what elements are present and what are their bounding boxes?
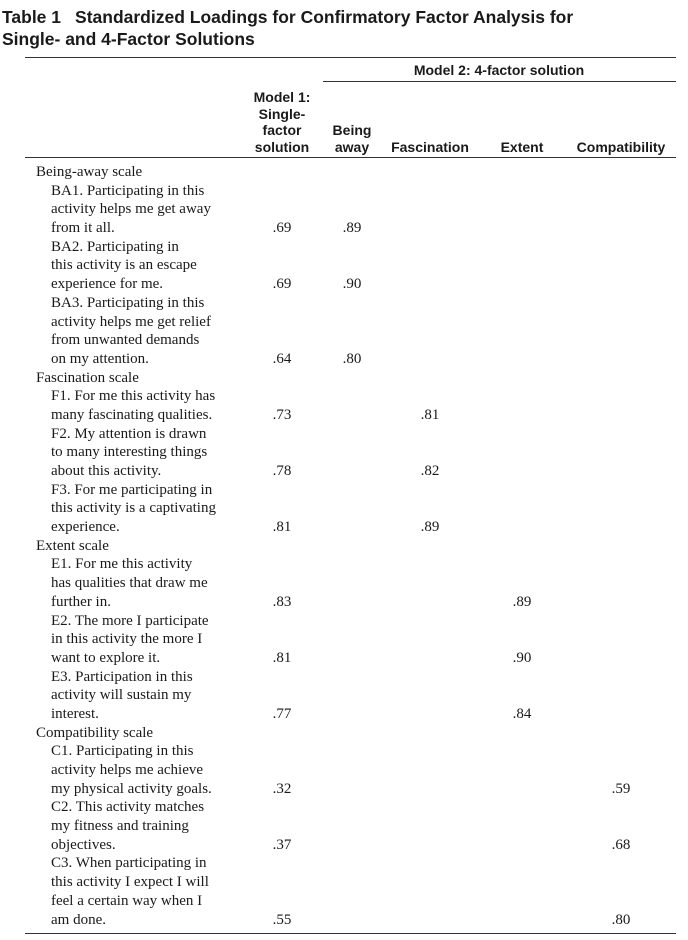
loading-model1: .64 bbox=[272, 350, 292, 367]
item-text: this activity is a captivating bbox=[51, 500, 216, 517]
row-line bbox=[0, 574, 688, 593]
item-text: to many interesting things bbox=[51, 444, 208, 461]
row-line bbox=[0, 256, 688, 275]
item-text: activity helps me get relief bbox=[51, 313, 211, 330]
item-text: C3. When participating in bbox=[51, 855, 207, 872]
row-line bbox=[0, 724, 688, 743]
row-line bbox=[0, 555, 688, 574]
row-line bbox=[0, 612, 688, 631]
loading-fascination: .89 bbox=[420, 519, 440, 536]
table-body bbox=[0, 163, 688, 929]
item-text: activity helps me get away bbox=[51, 201, 211, 218]
loading-model1: .83 bbox=[272, 593, 292, 610]
item-text: E2. The more I participate bbox=[51, 612, 209, 629]
row-line bbox=[0, 443, 688, 462]
loading-model1: .78 bbox=[272, 463, 292, 479]
loading-model1: .73 bbox=[272, 406, 292, 423]
item-text: further in. bbox=[51, 593, 111, 610]
table-row bbox=[0, 387, 688, 424]
bottom-rule bbox=[25, 933, 676, 934]
item-text: objectives. bbox=[51, 836, 116, 853]
loading-being-away: .89 bbox=[342, 220, 362, 237]
item-text: about this activity. bbox=[51, 463, 162, 479]
item-text: activity helps me achieve bbox=[51, 762, 204, 778]
row-line bbox=[0, 369, 688, 388]
table-row bbox=[0, 425, 688, 481]
table-row bbox=[0, 294, 688, 369]
loading-being-away: .80 bbox=[342, 350, 362, 367]
item-text: my physical activity goals. bbox=[51, 780, 212, 797]
table-row bbox=[0, 668, 688, 724]
item-text: from unwanted demands bbox=[51, 332, 200, 349]
header-model2: Model 2: 4-factor solution bbox=[413, 62, 585, 78]
item-text: this activity is an escape bbox=[51, 257, 197, 274]
scale-label: Fascination scale bbox=[36, 369, 139, 386]
item-text: F2. My attention is drawn bbox=[51, 425, 207, 442]
item-text: has qualities that draw me bbox=[51, 575, 208, 592]
row-line bbox=[0, 518, 688, 537]
scale-heading-row bbox=[0, 724, 688, 743]
item-text: BA3. Participating in this bbox=[51, 294, 205, 311]
row-line bbox=[0, 817, 688, 836]
header-model1: Model 1: Single- factor solution bbox=[253, 89, 311, 155]
item-text: am done. bbox=[51, 911, 106, 928]
header-extent: Extent bbox=[500, 139, 544, 155]
item-text: C1. Participating in this bbox=[51, 743, 194, 760]
row-line bbox=[0, 163, 688, 182]
row-line bbox=[0, 275, 688, 294]
loading-model1: .55 bbox=[272, 911, 292, 928]
table-row bbox=[0, 612, 688, 668]
row-line bbox=[0, 854, 688, 873]
row-line bbox=[0, 742, 688, 761]
row-line bbox=[0, 238, 688, 257]
item-text: BA2. Participating in bbox=[51, 238, 179, 255]
loading-model1: .81 bbox=[272, 519, 292, 536]
loading-compatibility: .80 bbox=[611, 911, 631, 928]
header-being-away: Being away bbox=[332, 122, 372, 155]
scale-heading-row bbox=[0, 163, 688, 182]
table-row bbox=[0, 238, 688, 294]
loading-model1: .69 bbox=[272, 220, 292, 237]
item-text: activity will sustain my bbox=[51, 687, 192, 704]
item-text: in this activity the more I bbox=[51, 631, 203, 648]
row-line bbox=[0, 313, 688, 332]
row-line bbox=[0, 406, 688, 425]
row-line bbox=[0, 537, 688, 556]
table-row bbox=[0, 798, 688, 854]
item-text: F1. For me this activity has bbox=[51, 388, 216, 405]
loading-extent: .84 bbox=[512, 705, 532, 722]
row-line bbox=[0, 686, 688, 705]
item-text: this activity I expect I will bbox=[51, 874, 209, 891]
scale-label: Being-away scale bbox=[36, 164, 143, 180]
row-line bbox=[0, 425, 688, 444]
row-line bbox=[0, 873, 688, 892]
scale-label: Compatibility scale bbox=[36, 724, 154, 741]
item-text: F3. For me participating in bbox=[51, 481, 213, 498]
table-title: Table 1 Standardized Loadings for Confirmatory Factor Analysis for Single- and 4-Factor Solutions bbox=[2, 7, 574, 49]
row-line bbox=[0, 630, 688, 649]
row-line bbox=[0, 219, 688, 238]
loading-compatibility: .68 bbox=[611, 836, 631, 853]
loading-being-away: .90 bbox=[342, 276, 362, 293]
row-line bbox=[0, 761, 688, 780]
item-text: E3. Participation in this bbox=[51, 668, 193, 685]
row-line bbox=[0, 668, 688, 687]
row-line bbox=[0, 387, 688, 406]
loading-fascination: .82 bbox=[420, 463, 440, 479]
item-text: experience. bbox=[51, 519, 120, 536]
loading-model1: .81 bbox=[272, 649, 292, 666]
row-line bbox=[0, 200, 688, 219]
row-line bbox=[0, 649, 688, 668]
item-text: want to explore it. bbox=[51, 649, 161, 666]
row-line bbox=[0, 462, 688, 481]
item-text: E1. For me this activity bbox=[51, 556, 193, 573]
loading-model1: .32 bbox=[272, 780, 292, 797]
loading-extent: .90 bbox=[512, 649, 532, 666]
header-rule bbox=[25, 157, 676, 158]
loading-model1: .69 bbox=[272, 276, 292, 293]
loading-fascination: .81 bbox=[420, 406, 440, 423]
header-compatibility: Compatibility bbox=[576, 139, 666, 155]
table-row bbox=[0, 854, 688, 929]
loading-model1: .37 bbox=[272, 836, 292, 853]
item-text: C2. This activity matches bbox=[51, 799, 205, 816]
item-text: my fitness and training bbox=[51, 818, 189, 835]
row-line bbox=[0, 331, 688, 350]
table-row bbox=[0, 481, 688, 537]
top-rule bbox=[25, 57, 676, 58]
item-text: feel a certain way when I bbox=[51, 892, 203, 909]
item-text: many fascinating qualities. bbox=[51, 406, 213, 423]
row-line bbox=[0, 481, 688, 500]
item-text: on my attention. bbox=[51, 350, 149, 367]
row-line bbox=[0, 350, 688, 369]
scale-heading-row bbox=[0, 537, 688, 556]
row-line bbox=[0, 705, 688, 724]
table-row bbox=[0, 555, 688, 611]
loading-model1: .77 bbox=[272, 705, 292, 722]
row-line bbox=[0, 593, 688, 612]
row-line bbox=[0, 294, 688, 313]
row-line bbox=[0, 798, 688, 817]
row-line bbox=[0, 182, 688, 201]
row-line bbox=[0, 836, 688, 855]
row-line bbox=[0, 911, 688, 930]
row-line bbox=[0, 892, 688, 911]
scale-label: Extent scale bbox=[36, 537, 109, 554]
item-text: from it all. bbox=[51, 220, 115, 237]
table-row bbox=[0, 182, 688, 238]
scale-heading-row bbox=[0, 369, 688, 388]
row-line bbox=[0, 499, 688, 518]
model2-rule bbox=[323, 81, 676, 82]
item-text: experience for me. bbox=[51, 276, 164, 293]
loading-compatibility: .59 bbox=[611, 780, 631, 797]
row-line bbox=[0, 780, 688, 799]
item-text: interest. bbox=[51, 705, 99, 722]
item-text: BA1. Participating in this bbox=[51, 182, 205, 199]
loading-extent: .89 bbox=[512, 593, 532, 610]
header-fascination: Fascination bbox=[391, 139, 469, 155]
table-row bbox=[0, 742, 688, 798]
